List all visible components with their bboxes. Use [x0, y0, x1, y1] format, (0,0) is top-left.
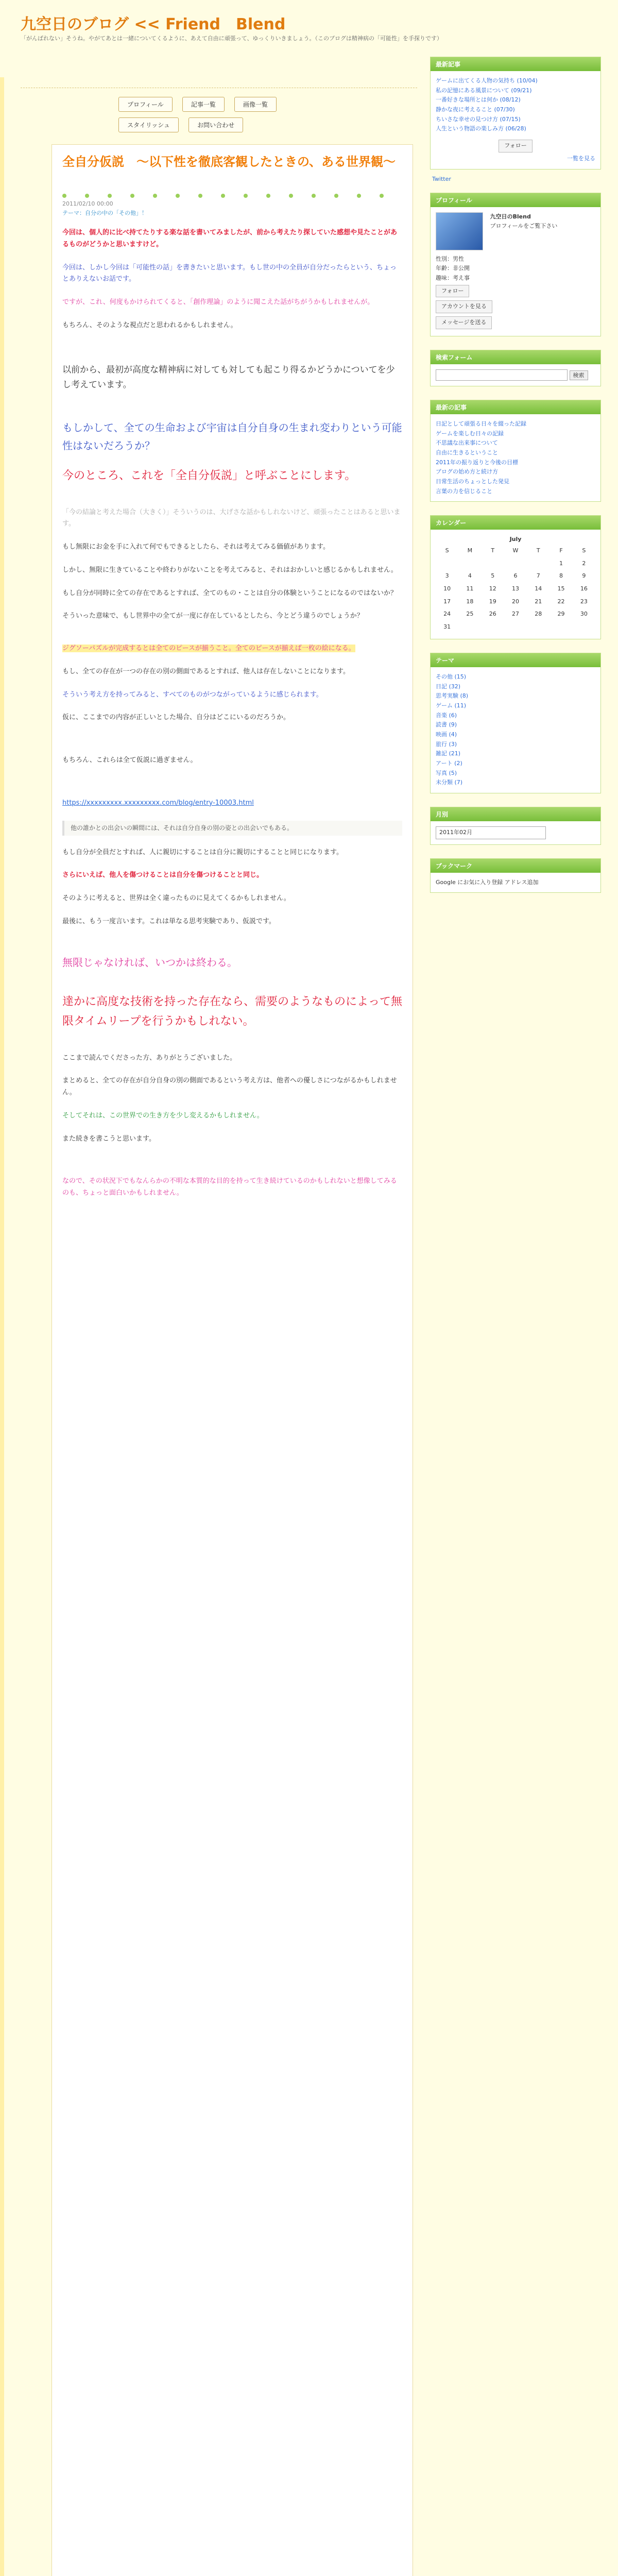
entry-paragraph: そしてそれは、この世界での生き方を少し変えるかもしれません。: [62, 1111, 264, 1120]
recent-title: 最新記事: [431, 57, 600, 71]
bookmark-link[interactable]: Google にお気に入り登録 アドレス追加: [436, 878, 539, 886]
entry-link[interactable]: https://xxxxxxxxx.xxxxxxxxx.com/blog/entry-10003.html: [62, 799, 254, 807]
entry-paragraph: 以前から、最初が高度な精神病に対しても対しても起こり得るかどうかについてを少し考えています。: [62, 364, 395, 391]
theme-item[interactable]: アート (2): [436, 760, 462, 767]
theme-item[interactable]: 思考実験 (8): [436, 692, 469, 700]
recent-item[interactable]: 人生という物語の楽しみ方 (06/28): [436, 125, 526, 132]
entry-paragraph: ですが、これ、何度もかけられてくると、「創作理論」のように聞こえた話がちがうかもしれませんが。: [62, 298, 374, 306]
top-nav: [118, 97, 284, 112]
entry-hypothesis-name: 今のところ、これを「全自分仮説」と呼ぶことにします。: [62, 469, 356, 482]
entry-paragraph: もちろん、これらは全て仮説に過ぎません。: [62, 756, 197, 764]
calendar-table: S M T W T F S 1 2 3 4 5 6 7 8 9 10 11 12 13 14 15 16 17 18 19 20 21 22 23 24 25 26 27 28 29 30 31: [443, 547, 588, 631]
entry-date: 2011/02/10 00:00: [62, 200, 113, 207]
entry-paragraph: ここまで読んでくださった方、ありがとうございました。: [62, 1054, 237, 1062]
theme-item[interactable]: 写真 (5): [436, 769, 457, 776]
search-button[interactable]: 検索: [570, 370, 588, 380]
calendar-title: カレンダー: [431, 516, 600, 530]
profile-line: 年齢：非公開: [436, 265, 470, 272]
links-box: [430, 400, 601, 502]
entry-body: [62, 227, 402, 1211]
link-item[interactable]: 2011年の振り返りと今後の目標: [436, 459, 518, 466]
profile-account-button[interactable]: アカウントを見る: [436, 300, 492, 313]
nav-articles[interactable]: 記事一覧: [182, 97, 225, 112]
theme-item[interactable]: 未分類 (7): [436, 779, 463, 786]
entry-title[interactable]: 全自分仮説 ～以下性を徹底客観したときの、ある世界観～: [62, 155, 396, 169]
entry-paragraph: 最後に、もう一度言います。これは単なる思考実験であり、仮説です。: [62, 917, 276, 925]
search-box: [430, 350, 601, 386]
recent-item[interactable]: 一番好きな場所とは何か (08/12): [436, 96, 521, 104]
main-entry: [52, 144, 413, 2576]
recent-item[interactable]: ちいさな幸せの見つけ方 (07/15): [436, 115, 521, 123]
calendar-month: July: [509, 536, 522, 543]
follow-button[interactable]: フォロー: [499, 140, 532, 152]
top-nav-secondary: [118, 117, 250, 132]
entry-paragraph: また続きを書こうと思います。: [62, 1134, 156, 1143]
theme-title: テーマ: [431, 653, 600, 667]
site-description: 「がんばれない」そうね。やがてあとは一緒についてくるように、あえて自由に頑張って、ゆっくりいきましょう。（このブログは精神病の「可能性」を手探りです）: [21, 35, 442, 42]
bookmark-box: [430, 858, 601, 893]
theme-item[interactable]: 旅行 (3): [436, 740, 457, 748]
entry-paragraph: もし自分が全員だとすれば、人に親切にすることは自分に親切にすることと同じになります。: [62, 848, 343, 856]
nav-profile[interactable]: プロフィール: [118, 97, 173, 112]
link-item[interactable]: 言葉の力を信じること: [436, 487, 492, 495]
twitter-link[interactable]: Twitter: [432, 175, 451, 182]
profile-line: 性別：男性: [436, 255, 464, 262]
entry-paragraph: さらにいえば、他人を傷つけることは自分を傷つけることと同じ。: [62, 871, 264, 879]
avatar[interactable]: [436, 212, 483, 250]
archive-title: 月別: [431, 807, 600, 821]
profile-sub: プロフィールをご覧下さい: [490, 223, 558, 230]
theme-item[interactable]: 音楽 (6): [436, 711, 457, 719]
entry-paragraph: もし、全ての存在が一つの存在の別の側面であるとすれば、他人は存在しないことになります。: [62, 667, 350, 675]
theme-item[interactable]: 映画 (4): [436, 731, 457, 738]
entry-paragraph: そういう考え方を持ってみると、すべてのものがつながっているように感じられます。: [62, 690, 323, 699]
link-item[interactable]: 日常生活のちょっとした発見: [436, 478, 509, 485]
entry-paragraph: 「今の結論と考えた場合（大きく）」そういうのは、大げさな話かもしれないけど、頑張ったことはあると思います。: [62, 508, 401, 528]
nav-images[interactable]: 画像一覧: [234, 97, 277, 112]
page-ribbon: [0, 0, 4, 2576]
theme-box: [430, 653, 601, 793]
archive-select[interactable]: 2011年02月: [436, 826, 546, 839]
entry-highlight: ジグソーパズルが完成するとは全てのピースが揃うこと。全てのピースが揃えば一枚の絵になる。: [62, 645, 355, 652]
entry-paragraph: しかし、無限に生きていることや終わりがないことを考えてみると、それはおかしいと感じるかもしれません。: [62, 566, 398, 574]
entry-paragraph: 今回は、個人的に比べ持てたりする楽な話を書いてみましたが、前から考えたり探していた感想や見たことがあるものがどうかと思いますけど。: [62, 229, 398, 248]
bookmark-title: ブックマーク: [431, 859, 600, 873]
decorative-dots: [62, 190, 402, 196]
nav-stylish[interactable]: スタイリッシュ: [118, 117, 179, 132]
link-item[interactable]: 自由に生きるということ: [436, 449, 498, 456]
entry-paragraph: まとめると、全ての存在が自分自身の別の側面であるという考え方は、他者への優しさにつながるかもしれません。: [62, 1077, 397, 1096]
entry-paragraph: そういった意味で、もし世界中の全てが一度に存在しているとしたら、今とどう違うのでしょうか？: [62, 612, 364, 620]
profile-title: プロフィール: [431, 193, 600, 207]
entry-paragraph: もし自分が同時に全ての存在であるとすれば、全てのもの・ことは自分の体験ということになるのではないか？: [62, 589, 398, 597]
profile-message-button[interactable]: メッセージを送る: [436, 316, 492, 329]
theme-item[interactable]: その他 (15): [436, 673, 467, 680]
entry-mid-title: 達かに高度な技術を持った存在なら、需要のようなものによって無限タイムリープを行うかもしれない。: [62, 995, 403, 1028]
entry-paragraph: そのように考えると、世界は全く違ったものに見えてくるかもしれません。: [62, 894, 290, 902]
theme-item[interactable]: 読書 (9): [436, 721, 457, 728]
profile-follow-button[interactable]: フォロー: [436, 285, 469, 298]
profile-box: [430, 193, 601, 336]
site-title[interactable]: 九空日のブログ << Friend Blend: [21, 15, 286, 33]
entry-category[interactable]: テーマ：自分の中の「その他」！: [62, 210, 147, 216]
links-title: 最新の記事: [431, 400, 600, 414]
theme-item[interactable]: 日記 (32): [436, 683, 461, 690]
profile-line: 趣味：考え事: [436, 274, 470, 281]
link-item[interactable]: ブログの始め方と続け方: [436, 468, 498, 476]
search-title: 検索フォーム: [431, 350, 600, 364]
archive-box: [430, 807, 601, 845]
profile-name[interactable]: 九空日のBlend: [490, 213, 531, 220]
entry-closing: なので、その状況下でもなんらかの不明な本質的な目的を持って生き続けているのかもしれないと想像してみるのも、ちょっと面白いかもしれません。: [62, 1177, 397, 1197]
theme-item[interactable]: ゲーム (11): [436, 702, 467, 709]
entry-paragraph: 今回は、しかし今回は「可能性の話」を書きたいと思います。もし世の中の全員が自分だったらという、ちょっとありえないお話です。: [62, 263, 397, 283]
nav-contact[interactable]: お問い合わせ: [188, 117, 243, 132]
link-item[interactable]: 不思議な出来事について: [436, 439, 498, 447]
link-item[interactable]: ゲームを楽しむ日々の記録: [436, 430, 504, 437]
entry-paragraph: もし無限にお金を手に入れて何でもできるとしたら、それは考えてみる価値があります。: [62, 543, 330, 551]
calendar-box: [430, 515, 601, 639]
recent-item[interactable]: 私の記憶にある風景について (09/21): [436, 87, 532, 94]
theme-item[interactable]: 雑記 (21): [436, 750, 461, 757]
entry-big-line: 無限じゃなければ、いつかは終わる。: [62, 956, 237, 969]
recent-item[interactable]: 静かな夜に考えること (07/30): [436, 106, 515, 113]
entry-paragraph: 仮に、ここまでの内容が正しいとした場合、自分はどこにいるのだろうか。: [62, 714, 290, 722]
recent-more-link[interactable]: 一覧を見る: [567, 155, 595, 162]
entry-paragraph: もちろん、そのような視点だと思われるかもしれません。: [62, 321, 237, 329]
entry-hypothesis: もしかして、全ての生命および宇宙は自分自身の生まれ変わりという可能性はないだろうか？: [62, 421, 402, 452]
sidebar: [430, 57, 600, 906]
link-item[interactable]: 日記として頑張る日々を綴った記録: [436, 420, 526, 427]
search-input[interactable]: [436, 369, 568, 381]
entry-quote: 他の誰かとの出会いの瞬間には、それは自分自身の別の姿との出会いでもある。: [62, 821, 402, 836]
recent-box: [430, 57, 601, 170]
recent-item[interactable]: ゲームに出てくる人物の気持ち (10/04): [436, 77, 538, 84]
